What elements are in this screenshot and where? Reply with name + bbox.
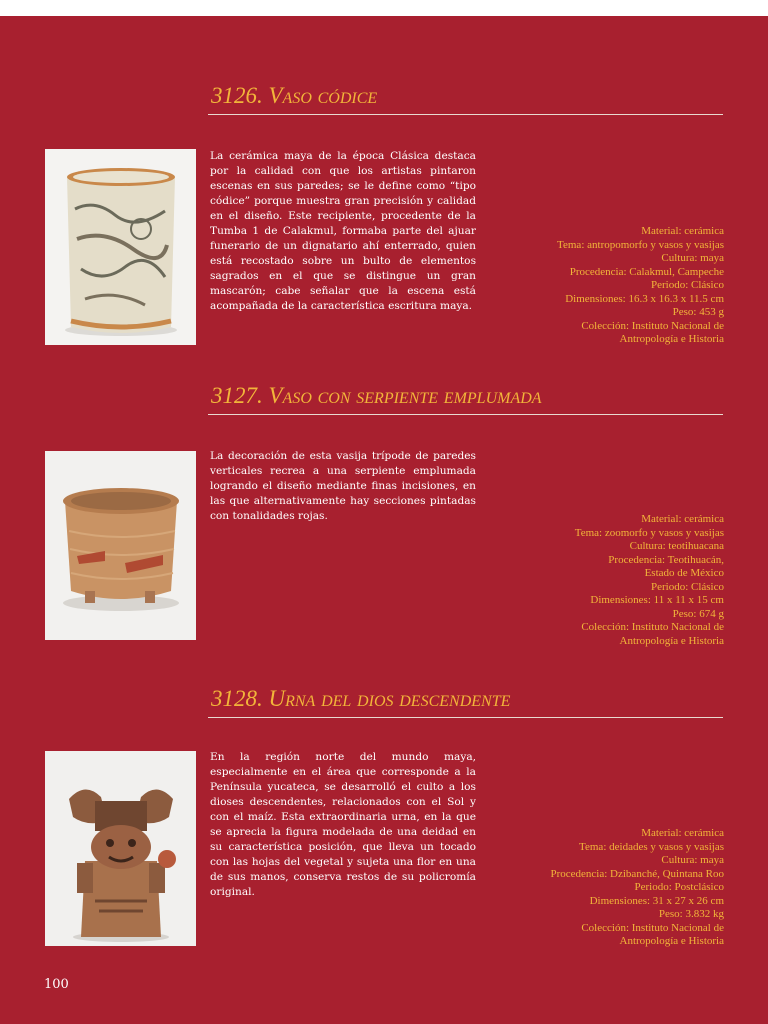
meta-culture: Cultura: maya <box>661 854 724 866</box>
meta-collection-cont: Antropología e Historia <box>619 634 724 647</box>
catalog-page <box>0 16 768 1024</box>
entry-title <box>211 383 542 409</box>
meta-dimensions: Dimensiones: 11 x 11 x 15 cm <box>590 594 724 606</box>
meta-provenance: Procedencia: Dzibanché, Quintana Roo <box>550 867 724 880</box>
meta-theme: Tema: deidades y vasos y vasijas <box>579 840 724 853</box>
meta-dimensions: Dimensiones: 16.3 x 16.3 x 11.5 cm <box>565 292 724 305</box>
meta-material: Material: cerámica <box>641 513 724 525</box>
meta-culture: Cultura: maya <box>661 252 724 264</box>
entry-title-text: Urna del dios descendente <box>268 686 511 711</box>
entry-metadata <box>464 513 724 648</box>
meta-material: Material: cerámica <box>641 827 724 839</box>
entry-number: 3128. <box>211 686 263 711</box>
title-divider <box>208 114 723 115</box>
title-divider <box>208 717 723 718</box>
entry-metadata <box>464 225 724 347</box>
meta-provenance: Procedencia: Calakmul, Campeche <box>569 265 724 278</box>
meta-weight: Peso: 3.832 kg <box>658 908 724 920</box>
entry-title <box>211 83 377 109</box>
meta-period: Periodo: Clásico <box>650 279 724 291</box>
entry-metadata <box>424 827 724 949</box>
photo-feathered-serpent-vase <box>45 451 196 640</box>
entry-number: 3126. <box>211 83 263 108</box>
meta-weight: Peso: 453 g <box>672 306 724 318</box>
meta-collection-cont: Antropología e Historia <box>619 935 724 947</box>
meta-dimensions: Dimensiones: 31 x 27 x 26 cm <box>589 894 724 907</box>
meta-theme: Tema: antropomorfo y vasos y vasijas <box>557 238 724 251</box>
meta-collection: Colección: Instituto Nacional de <box>581 319 724 332</box>
entry-number: 3127. <box>211 383 263 408</box>
meta-culture: Cultura: teotihuacana <box>629 540 724 552</box>
meta-collection-cont: Antropología e Historia <box>619 333 724 345</box>
meta-provenance: Procedencia: Teotihuacán, <box>608 553 724 566</box>
meta-material: Material: cerámica <box>641 225 724 237</box>
entry-title <box>211 686 510 712</box>
photo-codex-vase <box>45 149 196 345</box>
entry-title-text: Vaso códice <box>268 83 378 108</box>
photo-descending-god-urn <box>45 751 196 946</box>
meta-provenance-cont: Estado de México <box>644 567 724 579</box>
entry-description: La decoración de esta vasija trípode de paredes verticales recrea a una serpiente emplumada logrando el diseño mediante finas incisiones, en las que alternativamente hay secciones pintadas con tonalidades rojas. <box>210 450 476 522</box>
entry-description: La cerámica maya de la época Clásica destaca por la calidad con que los artistas pintaron escenas en sus paredes; se le define como “tipo códice” porque muestra gran precisión y calidad en el diseño. Este recipiente, procedente de la Tumba 1 de Calakmul, formaba parte del ajuar funerario de un dignatario ahí enterrado, quien está recostado sobre un bulto de elementos sagrados en el que se distingue un gran mascarón; cabe señalar que la escena está acompañada de la característica escritura maya. <box>210 150 476 312</box>
entry-title-text: Vaso con serpiente emplumada <box>268 383 542 408</box>
meta-collection: Colección: Instituto Nacional de <box>581 621 724 633</box>
meta-weight: Peso: 674 g <box>672 607 724 620</box>
entry-description: En la región norte del mundo maya, especialmente en el área que corresponde a la Península yucateca, se desarrolló el culto a los dioses descendentes, relacionados con el Sol y con el maíz. Esta extraordinaria urna, en la que se aprecia la figura modelada de una deidad en su característica posición, que lleva un tocado con las hojas del vegetal y sujeta una flor en una de sus manos, conserva restos de su policromía original. <box>210 751 476 898</box>
meta-collection: Colección: Instituto Nacional de <box>581 921 724 934</box>
page-number: 100 <box>44 977 69 992</box>
meta-theme: Tema: zoomorfo y vasos y vasijas <box>574 526 724 539</box>
title-divider <box>208 414 723 415</box>
meta-period: Periodo: Postclásico <box>634 881 724 893</box>
meta-period: Periodo: Clásico <box>650 580 724 593</box>
